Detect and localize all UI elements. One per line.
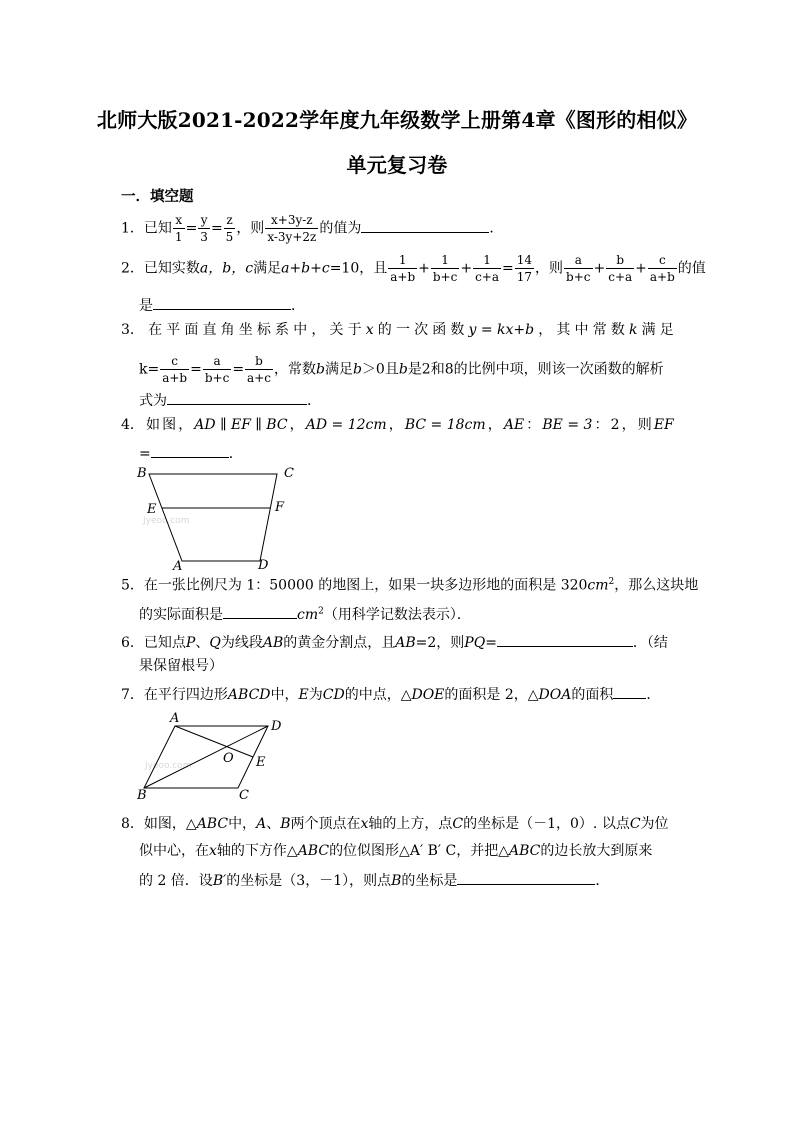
- label-c: C: [239, 788, 249, 801]
- label-d: D: [271, 719, 282, 734]
- question-8-line-1: 8．如图，△ABC中，A、B两个顶点在x轴的上方，点C的坐标是（－1，0）. 以点C为位: [121, 816, 669, 832]
- answer-blank-3[interactable]: [167, 392, 307, 405]
- label-f: F: [275, 500, 285, 515]
- question-5-line-2: 的实际面积是 $cm^2$（用科学记数法表示）．: [139, 606, 471, 623]
- question-6-line-1: 6．已知点P、Q为线段AB的黄金分割点，且AB=2，则PQ= ．（结: [121, 635, 668, 651]
- fraction: $\frac{a}{b+c}$: [204, 354, 230, 385]
- label-a: A: [173, 559, 183, 574]
- answer-blank-2[interactable]: [153, 297, 291, 310]
- fraction: $\frac{y}{3}$: [200, 213, 208, 244]
- question-3-line-3: 式为 ．: [139, 393, 321, 409]
- label-e: E: [256, 755, 266, 770]
- fraction: $\frac{c}{a+b}$: [162, 354, 188, 385]
- title-line-1: 北师大版2021-2022学年度九年级数学上册第4章《图形的相似》: [96, 108, 698, 132]
- question-3-line-1: 3． 在 平 面 直 角 坐 标 系 中 ， 关 于 x 的 一 次 函 数 y = kx+b ， 其 中 常 数 k 满 足: [121, 322, 674, 338]
- answer-blank-8[interactable]: [457, 872, 595, 885]
- question-2: 2．已知实数a，b，c满足a+b+c=10，且 $\frac{1}{a+b}$ + $\frac{1}{b+c}$ + $\frac{1}{c+a}$ = $\frac{14}{17}$ ，则 $\frac{a}{b+c}$ + $\frac{b}{c+a}$ + $\frac{c}{a+b}$ 的值: [121, 253, 706, 284]
- fraction: $\frac{z}{5}$: [225, 213, 234, 244]
- question-4-line-1: 4． 如 图 ， AD ∥ EF ∥ BC ， AD = 12cm ， BC = 18cm ， AE ： BE = 3 ： 2 ， 则 EF: [121, 417, 674, 433]
- label-d: D: [258, 558, 269, 573]
- label-c: C: [284, 466, 294, 481]
- section-heading: 一．填空题: [121, 189, 194, 205]
- label-a: A: [170, 711, 180, 726]
- fraction: $\frac{b}{a+c}$: [247, 354, 271, 385]
- question-8-line-2: 似中心，在x轴的下方作△ABC的位似图形△A′ B′ C，并把△ABC的边长放大到原来: [139, 843, 653, 859]
- question-2-line-2: 是 ．: [139, 298, 305, 314]
- fraction: $\frac{c}{a+b}$: [649, 253, 675, 284]
- answer-blank-4[interactable]: [151, 445, 229, 458]
- segment-ae: [175, 726, 253, 757]
- question-1: 1．已知 $\frac{x}{1}$ = $\frac{y}{3}$ = $\frac{z}{5}$ ，则 $\frac{x+3y-z}{x-3y+2z}$ 的值为 ．: [121, 213, 504, 244]
- parallelogram-figure: [130, 706, 300, 801]
- fraction: $\frac{a}{b+c}$: [566, 253, 591, 284]
- watermark: Jyeoo.com: [143, 516, 190, 526]
- label-o: O: [223, 751, 234, 766]
- answer-blank-6[interactable]: [497, 634, 633, 647]
- answer-blank-1[interactable]: [361, 220, 489, 233]
- question-5-line-1: 5．在一张比例尺为 1：50000 的地图上，如果一块多边形地的面积是 $320cm^2$，那么这块地: [121, 577, 699, 594]
- diagonal-bd: [144, 726, 268, 788]
- label-b: B: [137, 788, 147, 801]
- fraction: $\frac{1}{c+a}$: [475, 253, 500, 284]
- question-8-line-3: 的 2 倍．设B′的坐标是（3，－1），则点B的坐标是 ．: [139, 873, 610, 889]
- title-line-2: 单元复习卷: [346, 153, 448, 177]
- fraction: $\frac{x}{1}$: [174, 213, 183, 244]
- question-6-line-2: 果保留根号）: [139, 658, 223, 674]
- watermark: Jyeoo.com: [145, 761, 192, 771]
- fraction: $\frac{14}{17}$: [516, 253, 533, 284]
- label-e: E: [147, 502, 157, 517]
- fraction: $\frac{1}{a+b}$: [390, 253, 416, 284]
- question-3-line-2: k= $\frac{c}{a+b}$ = $\frac{a}{b+c}$ = $\frac{b}{a+c}$ ，常数b满足b＞0且b是2和8的比例中项，则该一次函数的解析: [139, 354, 664, 385]
- answer-blank-5[interactable]: [223, 606, 297, 619]
- trapezoid-figure: [130, 460, 310, 575]
- question-4-line-2: = ．: [139, 446, 243, 462]
- fraction: $\frac{1}{b+c}$: [432, 253, 458, 284]
- answer-blank-7[interactable]: [613, 686, 646, 699]
- label-b: B: [137, 466, 147, 481]
- question-7: 7．在平行四边形ABCD中，E为CD的中点，△DOE的面积是 2，△DOA的面积 ．: [121, 687, 661, 703]
- fraction: $\frac{x+3y-z}{x-3y+2z}$: [267, 213, 317, 244]
- fraction: $\frac{b}{c+a}$: [608, 253, 633, 284]
